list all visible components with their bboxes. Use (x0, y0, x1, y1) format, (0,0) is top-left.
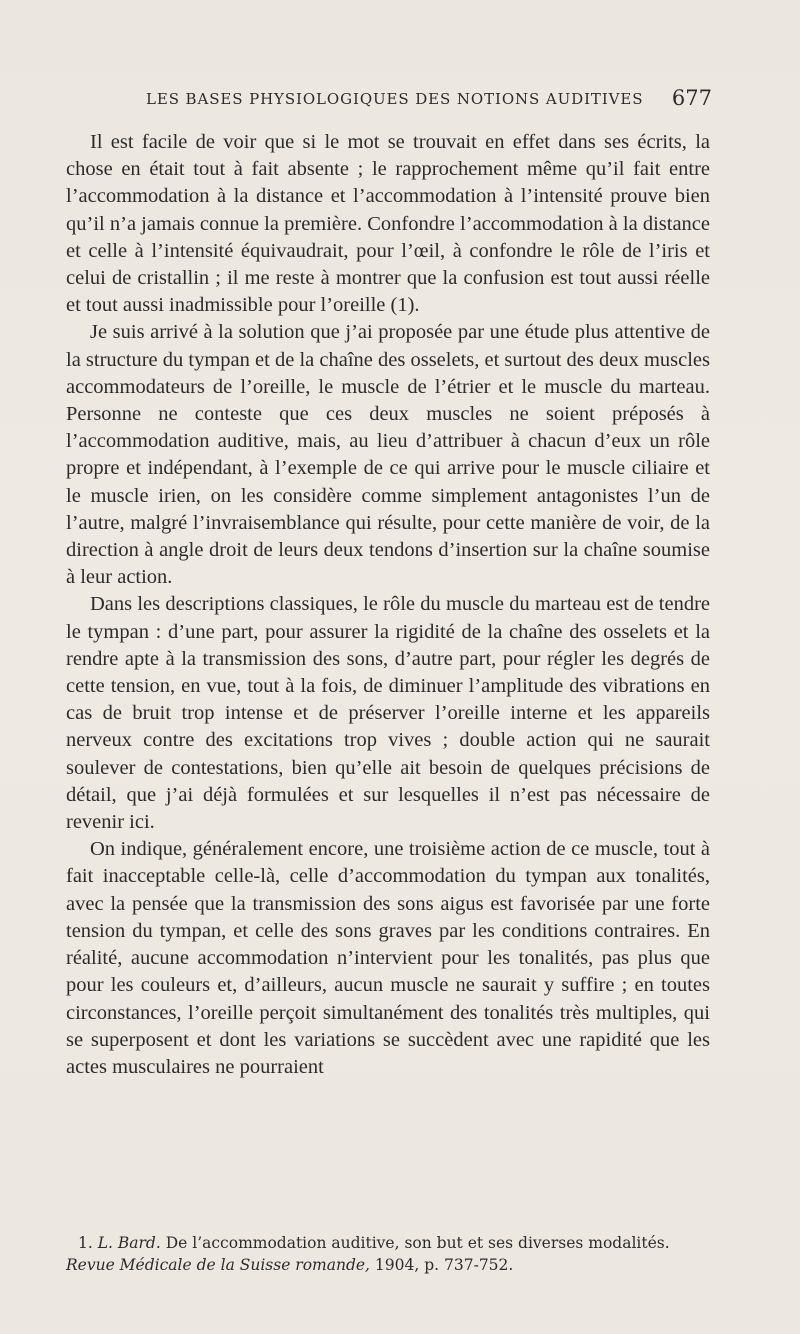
running-title: LES BASES PHYSIOLOGIQUES DES NOTIONS AUDITIVES (146, 90, 644, 108)
page-number: 677 (671, 86, 712, 110)
page-header (130, 86, 712, 120)
body-text (66, 129, 710, 1081)
paragraph: Dans les descriptions classiques, le rôle du muscle du marteau est de tendre le tympan : d’une part, pour assurer la rigidité de la chaîne des osselets et la rendre apte à la transmission des sons, d’autre part, pour régler les degrés de cette tension, en vue, tout à la fois, de diminuer l’amplitude des vibrations en cas de bruit trop intense et de préserver l’oreille interne et les appareils nerveux contre des excitations trop vives ; double action qui ne saurait soulever de contestations, bien qu’elle ait besoin de quelques précisions de détail, que j’ai déjà formulées et sur lesquelles il n’est pas nécessaire de revenir ici. (66, 593, 710, 834)
footnote-citation: 1904, p. 737-752. (374, 1256, 514, 1274)
paragraph: Je suis arrivé à la solution que j’ai proposée par une étude plus attentive de la structure du tympan et de la chaîne des osselets, et surtout des deux muscles accommodateurs de l’oreille, le muscle de l’étrier et le muscle du marteau. Personne ne conteste que ces deux muscles ne soient préposés à l’accommodation auditive, mais, au lieu d’attribuer à chacun d’eux un rôle propre et indépendant, à l’exemple de ce qui arrive pour le muscle ciliaire et le muscle irien, on les considère comme simplement antagonistes l’un de l’autre, malgré l’invraisemblance qui résulte, pour cette manière de voir, de la direction à angle droit de leurs deux tendons d’insertion sur la chaîne soumise à leur action. (66, 321, 710, 589)
footnote (66, 1232, 710, 1276)
paragraph: Il est facile de voir que si le mot se trouvait en effet dans ses écrits, la chose en était tout à fait absente ; le rapprochement même qu’il fait entre l’accommodation à la distance et l’accommodation à l’intensité prouve bien qu’il n’a jamais connue la première. Confondre l’accommodation à la distance et celle à l’intensité équivaudrait, pour l’œil, à confondre le rôle de l’iris et celui de cristallin ; il me reste à montrer que la confusion est tout aussi réelle et tout aussi inadmissible pour l’oreille (1). (66, 131, 710, 317)
footnote-author: L. Bard. (97, 1234, 161, 1252)
paragraph: On indique, généralement encore, une troisième action de ce muscle, tout à fait inacceptable celle-là, celle d’accommodation du tympan aux tonalités, avec la pensée que la transmission des sons aigus est favorisée par une forte tension du tympan, et celle des sons graves par les conditions contraires. En réalité, aucune accommodation n’intervient pour les tonalités, pas plus que pour les couleurs et, d’ailleurs, aucun muscle ne saurait y suffire ; en toutes circonstances, l’oreille perçoit simultanément des tonalités très multiples, qui se superposent et dont les variations se succèdent avec une rapidité que les actes musculaires ne pourraient (66, 838, 710, 1078)
footnote-journal: Revue Médicale de la Suisse romande, (66, 1256, 370, 1274)
footnote-text: De l’accommodation auditive, son but et ses diverses modalités. (165, 1234, 670, 1252)
footnote-mark: 1. (78, 1234, 93, 1252)
